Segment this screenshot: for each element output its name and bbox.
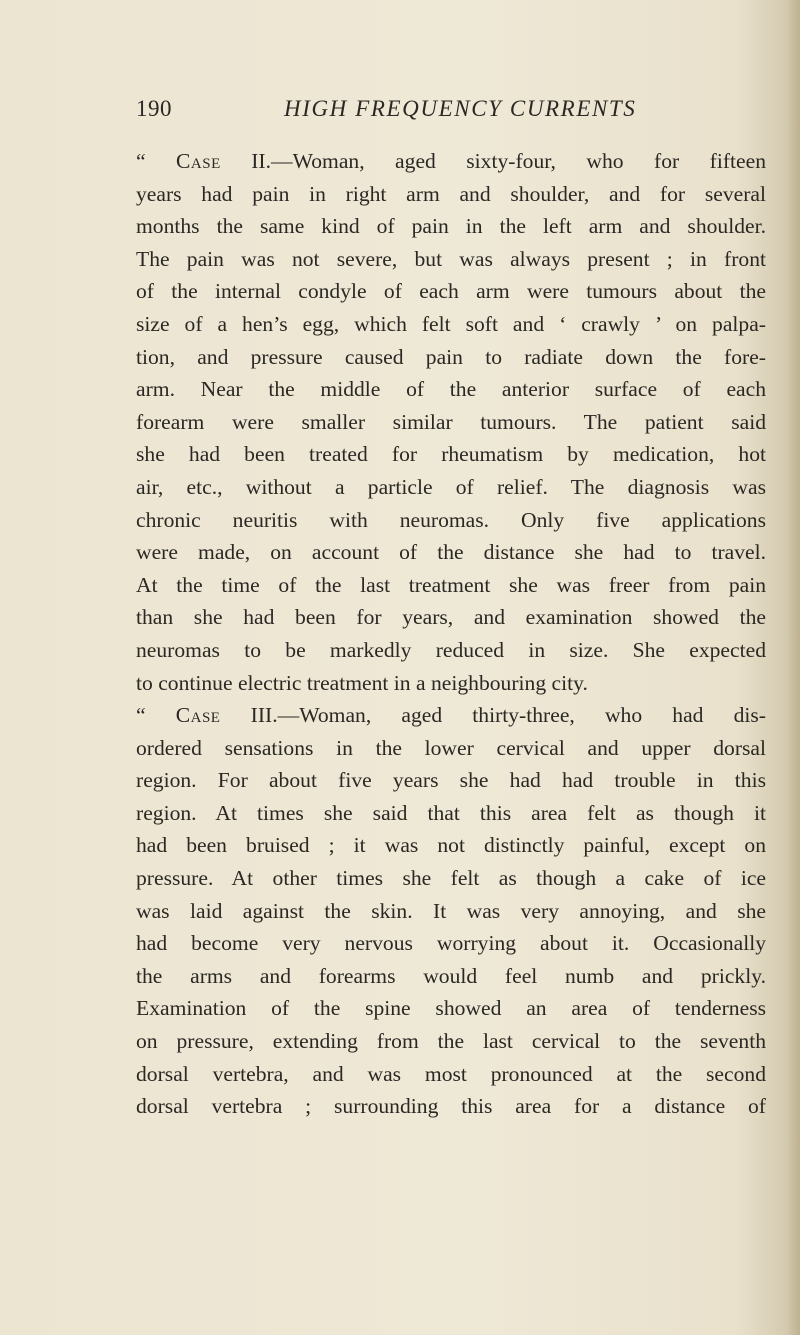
running-title: HIGH FREQUENCY CURRENTS xyxy=(284,96,637,121)
text-line: dorsal vertebra, and was most pronounced at the second xyxy=(136,1061,766,1086)
text-line: size of a hen’s egg, which felt soft and ‘ crawly ’ on palpa- xyxy=(136,311,766,336)
text-line: ordered sensations in the lower cervical and upper dorsal xyxy=(136,735,766,760)
text-line: was laid against the skin. It was very annoying, and she xyxy=(136,898,766,923)
text-line: air, etc., without a particle of relief. The diagnosis was xyxy=(136,474,766,499)
text-line: neuromas to be markedly reduced in size. She expected xyxy=(136,637,766,662)
text-line: of the internal condyle of each arm were tumours about the xyxy=(136,279,766,304)
text-line: At the time of the last treatment she was freer from pain xyxy=(136,572,766,597)
running-head xyxy=(136,96,766,130)
text-line: tion, and pressure caused pain to radiate down the fore- xyxy=(136,344,766,369)
text-line: pressure. At other times she felt as though a cake of ice xyxy=(136,866,766,891)
text-line: the arms and forearms would feel numb and prickly. xyxy=(136,963,766,988)
page-edge-shadow xyxy=(786,0,800,1335)
text-line: were made, on account of the distance she had to travel. xyxy=(136,540,766,565)
text-line: region. For about five years she had had trouble in this xyxy=(136,768,766,793)
text-line: chronic neuritis with neuromas. Only five applications xyxy=(136,507,766,532)
text-line: “ Case III.—Woman, aged thirty-three, who had dis- xyxy=(136,703,766,728)
text-line: years had pain in right arm and shoulder, and for several xyxy=(136,181,766,206)
text-line: forearm were smaller similar tumours. The patient said xyxy=(136,409,766,434)
text-line: she had been treated for rheumatism by medication, hot xyxy=(136,442,766,467)
text-line: dorsal vertebra ; surrounding this area for a distance of xyxy=(136,1094,766,1119)
text-line: had become very nervous worrying about it. Occasionally xyxy=(136,931,766,956)
text-line: arm. Near the middle of the anterior surface of each xyxy=(136,377,766,402)
text-line: had been bruised ; it was not distinctly painful, except on xyxy=(136,833,766,858)
body-text xyxy=(136,145,766,1123)
text-line: Examination of the spine showed an area of tenderness xyxy=(136,996,766,1021)
page-number: 190 xyxy=(136,96,172,121)
text-line: region. At times she said that this area felt as though it xyxy=(136,800,766,825)
text-line: The pain was not severe, but was always present ; in front xyxy=(136,246,766,271)
text-line: “ Case II.—Woman, aged sixty-four, who for fifteen xyxy=(136,149,766,173)
text-line: months the same kind of pain in the left arm and shoulder. xyxy=(136,214,766,239)
text-line: on pressure, extending from the last cervical to the seventh xyxy=(136,1029,766,1054)
text-line: to continue electric treatment in a neighbouring city. xyxy=(136,670,588,695)
text-line: than she had been for years, and examination showed the xyxy=(136,605,766,630)
